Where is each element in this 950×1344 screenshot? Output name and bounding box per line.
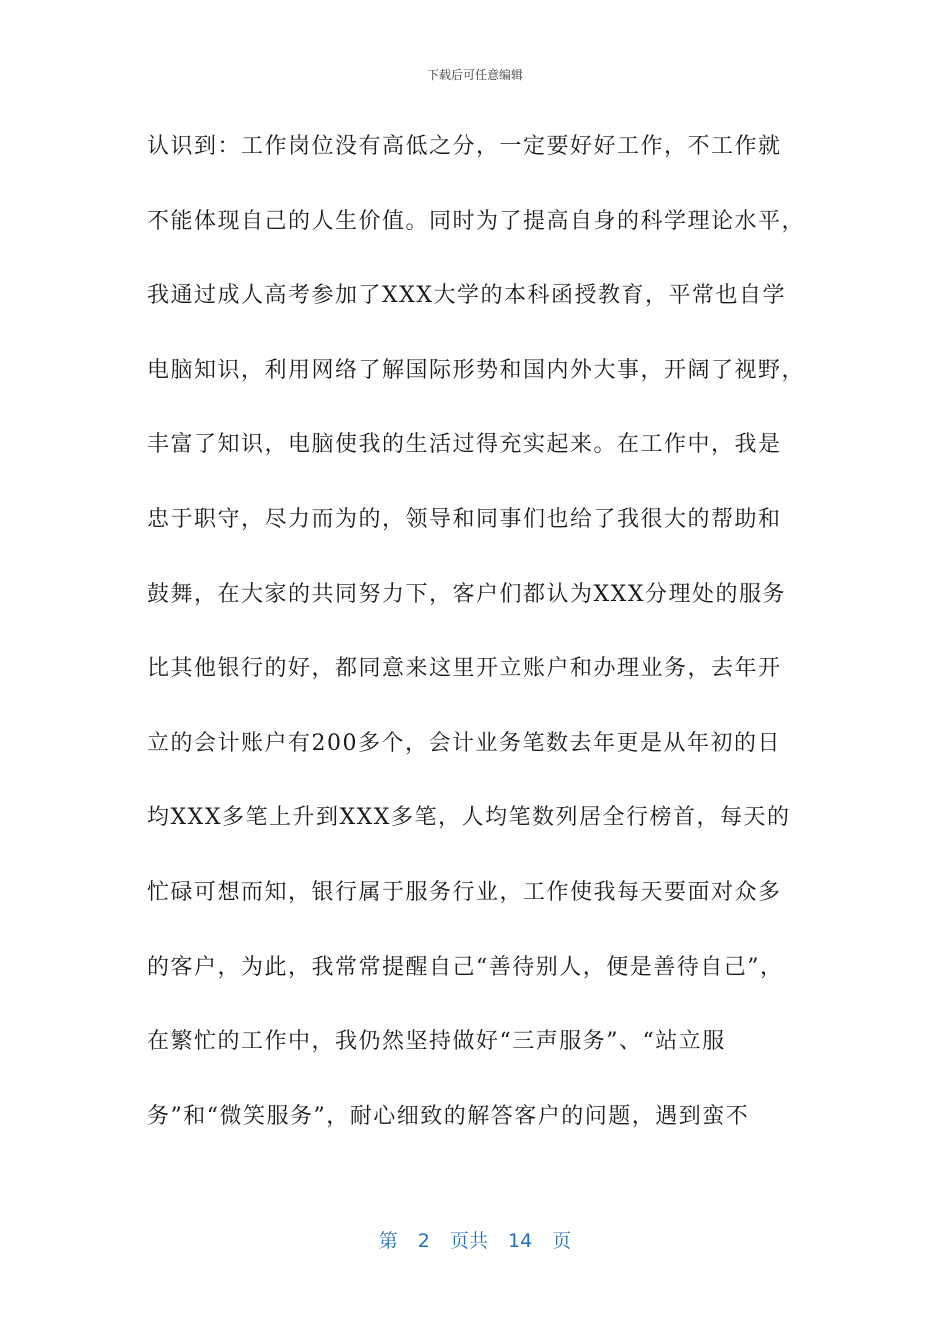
- text-line: 立的会计账户有200多个，会计业务笔数去年更是从年初的日: [147, 730, 781, 756]
- text-line: 务”和“微笑服务”，耐心细致的解答客户的问题，遇到蛮不: [147, 1103, 750, 1129]
- text-line: 鼓舞，在大家的共同努力下，客户们都认为XXX分理处的服务: [147, 581, 786, 607]
- total-pages: 14: [508, 1230, 533, 1252]
- body-text: [147, 122, 807, 1166]
- text-line: 的客户，为此，我常常提醒自己“善待别人，便是善待自己”，: [147, 954, 784, 980]
- text-line: 不能体现自己的人生价值。同时为了提高自身的科学理论水平，: [147, 208, 806, 234]
- footer-prefix: 第: [378, 1230, 398, 1252]
- text-line: 丰富了知识，电脑使我的生活过得充实起来。在工作中，我是: [147, 432, 782, 458]
- text-line: 比其他银行的好，都同意来这里开立账户和办理业务，去年开: [147, 656, 782, 682]
- footer-suffix: 页: [552, 1230, 572, 1252]
- text-line: 认识到：工作岗位没有高低之分，一定要好好工作，不工作就: [147, 134, 782, 159]
- page-header: 下载后可任意编辑: [426, 68, 523, 82]
- text-line: 忙碌可想而知，银行属于服务行业，工作使我每天要面对众多: [147, 879, 782, 905]
- footer-middle: 页共: [449, 1230, 488, 1252]
- page-number: 2: [417, 1230, 430, 1252]
- text-line: 均XXX多笔上升到XXX多笔，人均笔数列居全行榜首，每天的: [147, 805, 791, 831]
- text-line: 忠于职守，尽力而为的，领导和同事们也给了我很大的帮助和: [147, 506, 782, 532]
- text-line: 我通过成人高考参加了XXX大学的本科函授教育，平常也自学: [147, 283, 786, 309]
- text-line: 电脑知识，利用网络了解国际形势和国内外大事，开阔了视野，: [147, 357, 806, 383]
- text-line: 在繁忙的工作中，我仍然坚持做好“三声服务”、“站立服: [147, 1029, 726, 1055]
- page-footer: [0, 1226, 950, 1253]
